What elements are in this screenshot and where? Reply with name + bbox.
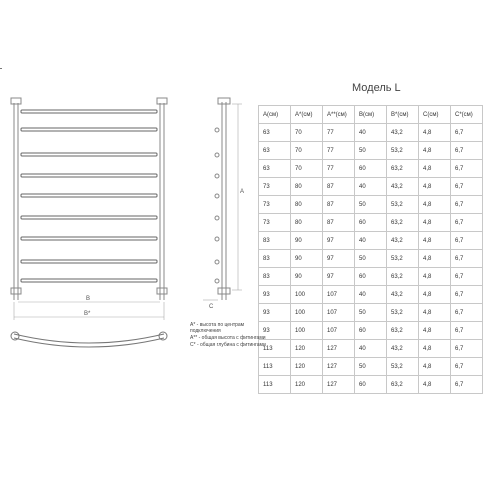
table-cell: 6,7 xyxy=(451,304,483,322)
table-cell: 6,7 xyxy=(451,340,483,358)
table-cell: 107 xyxy=(323,286,355,304)
header-cell: C*(см) xyxy=(451,106,483,124)
table-row xyxy=(259,376,483,394)
table-cell: 107 xyxy=(323,322,355,340)
table-cell: 127 xyxy=(323,358,355,376)
table-cell: 113 xyxy=(259,376,291,394)
table-cell: 100 xyxy=(291,304,323,322)
table-row xyxy=(259,142,483,160)
fitting-top-right xyxy=(157,98,167,104)
table-cell: 83 xyxy=(259,250,291,268)
table-cell: 80 xyxy=(291,178,323,196)
side-rung-4 xyxy=(215,194,219,198)
top-view-curve-outer xyxy=(14,334,164,343)
table-cell: 6,7 xyxy=(451,376,483,394)
table-cell: 63,2 xyxy=(387,322,419,340)
note-a-star: A* - высота по центрам подключения xyxy=(190,322,245,334)
table-cell: 4,8 xyxy=(419,286,451,304)
table-row xyxy=(259,196,483,214)
table-cell: 87 xyxy=(323,214,355,232)
table-cell: 4,8 xyxy=(419,304,451,322)
fitting-top-left xyxy=(11,98,21,104)
table-cell: 53,2 xyxy=(387,250,419,268)
table-cell: 60 xyxy=(355,160,387,178)
table-cell: 6,7 xyxy=(451,214,483,232)
table-cell: 4,8 xyxy=(419,160,451,178)
top-view-fitting-left xyxy=(11,332,19,340)
side-rung-5 xyxy=(215,216,219,220)
table-cell: 6,7 xyxy=(451,178,483,196)
table-cell: 113 xyxy=(259,358,291,376)
front-view xyxy=(11,98,167,320)
table-cell: 70 xyxy=(291,160,323,178)
table-cell: 113 xyxy=(259,340,291,358)
table-row xyxy=(259,178,483,196)
table-cell: 6,7 xyxy=(451,196,483,214)
table-cell: 4,8 xyxy=(419,358,451,376)
table-cell: 97 xyxy=(323,232,355,250)
table-cell: 63,2 xyxy=(387,268,419,286)
model-title: Модель L xyxy=(352,82,401,94)
table-body xyxy=(259,124,483,394)
table-cell: 120 xyxy=(291,358,323,376)
table-cell: 6,7 xyxy=(451,358,483,376)
table-cell: 90 xyxy=(291,268,323,286)
table-cell: 87 xyxy=(323,196,355,214)
side-rung-3 xyxy=(215,174,219,178)
table-cell: 6,7 xyxy=(451,142,483,160)
rung-9 xyxy=(21,279,157,282)
side-view xyxy=(203,98,245,300)
table-cell: 77 xyxy=(323,142,355,160)
table-cell: 40 xyxy=(355,232,387,250)
table-cell: 93 xyxy=(259,322,291,340)
table-cell: 6,7 xyxy=(451,250,483,268)
fitting-bottom-right xyxy=(157,288,167,294)
table-row xyxy=(259,250,483,268)
table-cell: 4,8 xyxy=(419,376,451,394)
dim-label-b: B xyxy=(86,296,91,302)
table-cell: 53,2 xyxy=(387,358,419,376)
table-cell: 90 xyxy=(291,232,323,250)
table-cell: 60 xyxy=(355,214,387,232)
table-cell: 4,8 xyxy=(419,142,451,160)
table-cell: 77 xyxy=(323,124,355,142)
table-cell: 83 xyxy=(259,232,291,250)
table-row xyxy=(259,124,483,142)
dim-label-b-star: B* xyxy=(84,311,91,317)
side-rung-7 xyxy=(215,260,219,264)
table-cell: 73 xyxy=(259,214,291,232)
table-cell: 70 xyxy=(291,124,323,142)
header-cell: A*(см) xyxy=(291,106,323,124)
table-cell: 63 xyxy=(259,160,291,178)
table-cell: 4,8 xyxy=(419,124,451,142)
table-cell: 50 xyxy=(355,142,387,160)
table-cell: 4,8 xyxy=(419,340,451,358)
table-cell: 60 xyxy=(355,322,387,340)
table-cell: 53,2 xyxy=(387,142,419,160)
table-cell: 93 xyxy=(259,286,291,304)
rung-5 xyxy=(21,194,157,197)
table-row xyxy=(259,322,483,340)
table-row xyxy=(259,304,483,322)
side-rung-1 xyxy=(215,128,219,132)
table-cell: 63 xyxy=(259,124,291,142)
table-cell: 43,2 xyxy=(387,340,419,358)
side-fitting-bottom xyxy=(218,288,230,294)
table-cell: 40 xyxy=(355,340,387,358)
table-cell: 73 xyxy=(259,196,291,214)
table-row xyxy=(259,340,483,358)
table-cell: 4,8 xyxy=(419,232,451,250)
side-rung-8 xyxy=(215,279,219,283)
table-cell: 63,2 xyxy=(387,376,419,394)
table-cell: 50 xyxy=(355,358,387,376)
table-cell: 83 xyxy=(259,268,291,286)
table-cell: 100 xyxy=(291,322,323,340)
side-fitting-top xyxy=(218,98,230,104)
table-cell: 43,2 xyxy=(387,232,419,250)
table-cell: 77 xyxy=(323,160,355,178)
table-cell: 100 xyxy=(291,286,323,304)
table-cell: 4,8 xyxy=(419,196,451,214)
table-cell: 6,7 xyxy=(451,268,483,286)
table-cell: 60 xyxy=(355,268,387,286)
table-cell: 40 xyxy=(355,286,387,304)
table-cell: 63 xyxy=(259,142,291,160)
note-c-star: C* - общая глубина с фитингами xyxy=(190,342,266,348)
table-cell: 40 xyxy=(355,178,387,196)
header-cell: B*(см) xyxy=(387,106,419,124)
table-cell: 4,8 xyxy=(419,268,451,286)
table-row xyxy=(259,358,483,376)
side-rung-2 xyxy=(215,153,219,157)
header-cell: A(см) xyxy=(259,106,291,124)
table-row xyxy=(259,286,483,304)
rung-1 xyxy=(21,110,157,113)
table-cell: 50 xyxy=(355,196,387,214)
rung-6 xyxy=(21,216,157,219)
side-rung-6 xyxy=(215,237,219,241)
table-cell: 50 xyxy=(355,250,387,268)
spec-table xyxy=(258,105,483,394)
table-cell: 63,2 xyxy=(387,160,419,178)
table-cell: 70 xyxy=(291,142,323,160)
rung-2 xyxy=(21,128,157,131)
table-cell: 40 xyxy=(355,124,387,142)
table-cell: 6,7 xyxy=(451,322,483,340)
rung-7 xyxy=(21,237,157,240)
front-rungs xyxy=(21,110,157,282)
top-view xyxy=(11,332,167,347)
rung-3 xyxy=(21,153,157,156)
table-cell: 6,7 xyxy=(451,160,483,178)
table-row xyxy=(259,232,483,250)
table-cell: 53,2 xyxy=(387,196,419,214)
table-cell: 80 xyxy=(291,196,323,214)
table-cell: 97 xyxy=(323,268,355,286)
table-cell: 53,2 xyxy=(387,304,419,322)
table-cell: 4,8 xyxy=(419,214,451,232)
table-cell: 90 xyxy=(291,250,323,268)
note-a-double-star: A** - общая высота с фитингами xyxy=(190,335,266,341)
header-cell: B(см) xyxy=(355,106,387,124)
table-cell: 4,8 xyxy=(419,178,451,196)
dim-label-c: C xyxy=(209,304,214,310)
table-cell: 80 xyxy=(291,214,323,232)
table-cell: 43,2 xyxy=(387,178,419,196)
table-cell: 120 xyxy=(291,340,323,358)
fitting-bottom-left xyxy=(11,288,21,294)
table-cell: 6,7 xyxy=(451,286,483,304)
table-cell: 6,7 xyxy=(451,232,483,250)
table-row xyxy=(259,268,483,286)
top-view-fitting-right xyxy=(159,332,167,340)
table-cell: 107 xyxy=(323,304,355,322)
notes xyxy=(190,322,270,349)
table-row xyxy=(259,160,483,178)
table-cell: 63,2 xyxy=(387,214,419,232)
table-cell: 93 xyxy=(259,304,291,322)
table-cell: 4,8 xyxy=(419,250,451,268)
dim-label-a: A xyxy=(240,189,245,195)
table-cell: 50 xyxy=(355,304,387,322)
table-cell: 43,2 xyxy=(387,124,419,142)
header-cell: C(см) xyxy=(419,106,451,124)
table-header-row xyxy=(259,106,483,124)
table-cell: 87 xyxy=(323,178,355,196)
table-row xyxy=(259,214,483,232)
table-cell: 127 xyxy=(323,376,355,394)
rung-4 xyxy=(21,174,157,177)
table-cell: 127 xyxy=(323,340,355,358)
table-cell: 120 xyxy=(291,376,323,394)
table-cell: 6,7 xyxy=(451,124,483,142)
table-cell: 73 xyxy=(259,178,291,196)
table-cell: 43,2 xyxy=(387,286,419,304)
rung-8 xyxy=(21,260,157,263)
table-cell: 97 xyxy=(323,250,355,268)
header-cell: A**(см) xyxy=(323,106,355,124)
table-cell: 4,8 xyxy=(419,322,451,340)
table-cell: 60 xyxy=(355,376,387,394)
